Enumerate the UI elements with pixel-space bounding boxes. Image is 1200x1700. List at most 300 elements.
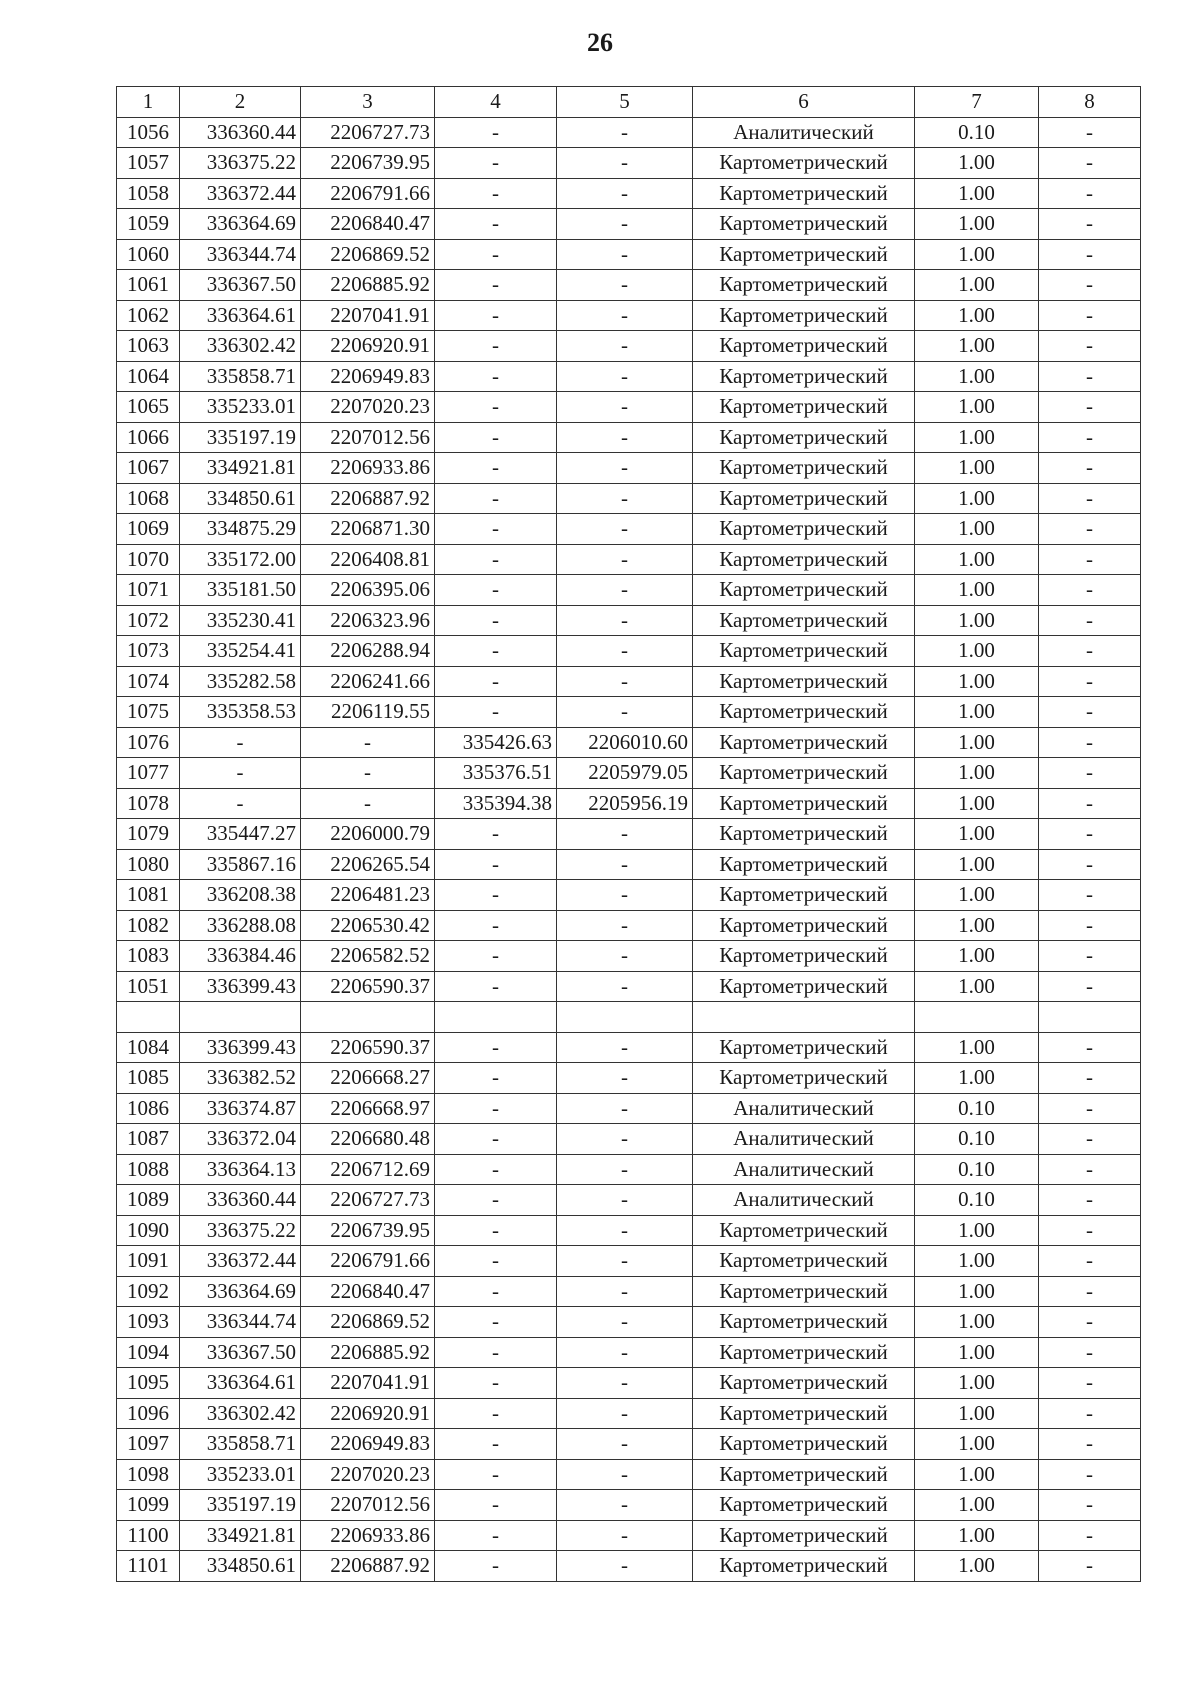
note-cell: -: [1039, 1490, 1141, 1521]
y-coordinate-alt-cell: -: [557, 1093, 693, 1124]
accuracy-cell: 1.00: [915, 1459, 1039, 1490]
x-coordinate-alt-cell: [435, 1002, 557, 1033]
method-cell: Картометрический: [693, 544, 915, 575]
method-cell: Картометрический: [693, 605, 915, 636]
x-coordinate-cell: 335867.16: [180, 849, 301, 880]
x-coordinate-cell: 336364.69: [180, 1276, 301, 1307]
method-cell: Картометрический: [693, 453, 915, 484]
point-number-cell: 1082: [117, 910, 180, 941]
x-coordinate-alt-cell: -: [435, 1551, 557, 1582]
table-row: [117, 1459, 1141, 1490]
y-coordinate-cell: 2206791.66: [301, 178, 435, 209]
y-coordinate-cell: 2206481.23: [301, 880, 435, 911]
table-row: [117, 1002, 1141, 1033]
accuracy-cell: 1.00: [915, 209, 1039, 240]
point-number-cell: 1098: [117, 1459, 180, 1490]
x-coordinate-alt-cell: -: [435, 361, 557, 392]
method-cell: Картометрический: [693, 1337, 915, 1368]
table-row: [117, 880, 1141, 911]
y-coordinate-cell: 2206920.91: [301, 331, 435, 362]
method-cell: Картометрический: [693, 819, 915, 850]
y-coordinate-alt-cell: -: [557, 697, 693, 728]
note-cell: -: [1039, 1368, 1141, 1399]
x-coordinate-alt-cell: -: [435, 636, 557, 667]
method-cell: Картометрический: [693, 910, 915, 941]
note-cell: -: [1039, 1337, 1141, 1368]
method-cell: Картометрический: [693, 270, 915, 301]
x-coordinate-cell: 336360.44: [180, 1185, 301, 1216]
point-number-cell: 1095: [117, 1368, 180, 1399]
y-coordinate-cell: 2206590.37: [301, 971, 435, 1002]
table-row: [117, 117, 1141, 148]
point-number-cell: 1070: [117, 544, 180, 575]
x-coordinate-alt-cell: -: [435, 1154, 557, 1185]
y-coordinate-cell: 2206288.94: [301, 636, 435, 667]
column-header: 8: [1039, 87, 1141, 118]
x-coordinate-alt-cell: -: [435, 697, 557, 728]
note-cell: -: [1039, 697, 1141, 728]
x-coordinate-alt-cell: -: [435, 1124, 557, 1155]
table-row: [117, 1520, 1141, 1551]
point-number-cell: 1059: [117, 209, 180, 240]
table-row: [117, 1337, 1141, 1368]
accuracy-cell: 1.00: [915, 1032, 1039, 1063]
accuracy-cell: 1.00: [915, 1551, 1039, 1582]
point-number-cell: 1056: [117, 117, 180, 148]
point-number-cell: 1078: [117, 788, 180, 819]
method-cell: Картометрический: [693, 1215, 915, 1246]
table-row: [117, 910, 1141, 941]
x-coordinate-cell: 336384.46: [180, 941, 301, 972]
x-coordinate-cell: 334875.29: [180, 514, 301, 545]
x-coordinate-cell: 336375.22: [180, 1215, 301, 1246]
x-coordinate-alt-cell: -: [435, 1093, 557, 1124]
accuracy-cell: 1.00: [915, 514, 1039, 545]
y-coordinate-cell: 2206668.27: [301, 1063, 435, 1094]
y-coordinate-alt-cell: -: [557, 331, 693, 362]
x-coordinate-cell: 335447.27: [180, 819, 301, 850]
x-coordinate-alt-cell: -: [435, 819, 557, 850]
x-coordinate-cell: 336374.87: [180, 1093, 301, 1124]
accuracy-cell: 1.00: [915, 392, 1039, 423]
accuracy-cell: 1.00: [915, 758, 1039, 789]
table-row: [117, 1429, 1141, 1460]
x-coordinate-cell: 335858.71: [180, 361, 301, 392]
y-coordinate-cell: 2206668.97: [301, 1093, 435, 1124]
x-coordinate-cell: 336399.43: [180, 971, 301, 1002]
y-coordinate-alt-cell: -: [557, 483, 693, 514]
table-row: [117, 270, 1141, 301]
table-row: [117, 1063, 1141, 1094]
y-coordinate-cell: 2206869.52: [301, 1307, 435, 1338]
y-coordinate-cell: 2206933.86: [301, 1520, 435, 1551]
x-coordinate-cell: 335233.01: [180, 1459, 301, 1490]
accuracy-cell: 1.00: [915, 727, 1039, 758]
method-cell: Картометрический: [693, 483, 915, 514]
table-row: [117, 1368, 1141, 1399]
accuracy-cell: 0.10: [915, 1185, 1039, 1216]
x-coordinate-cell: 336360.44: [180, 117, 301, 148]
y-coordinate-alt-cell: -: [557, 941, 693, 972]
method-cell: Аналитический: [693, 1185, 915, 1216]
y-coordinate-alt-cell: -: [557, 544, 693, 575]
note-cell: -: [1039, 361, 1141, 392]
x-coordinate-cell: 334850.61: [180, 483, 301, 514]
note-cell: -: [1039, 331, 1141, 362]
y-coordinate-alt-cell: -: [557, 361, 693, 392]
x-coordinate-alt-cell: -: [435, 453, 557, 484]
x-coordinate-cell: 334850.61: [180, 1551, 301, 1582]
x-coordinate-alt-cell: -: [435, 117, 557, 148]
point-number-cell: 1097: [117, 1429, 180, 1460]
point-number-cell: 1088: [117, 1154, 180, 1185]
note-cell: -: [1039, 1154, 1141, 1185]
note-cell: -: [1039, 148, 1141, 179]
table-row: [117, 1398, 1141, 1429]
note-cell: -: [1039, 422, 1141, 453]
accuracy-cell: 1.00: [915, 1398, 1039, 1429]
table-row: [117, 209, 1141, 240]
note-cell: -: [1039, 300, 1141, 331]
method-cell: Картометрический: [693, 666, 915, 697]
method-cell: Картометрический: [693, 880, 915, 911]
y-coordinate-cell: 2206590.37: [301, 1032, 435, 1063]
y-coordinate-alt-cell: -: [557, 910, 693, 941]
y-coordinate-alt-cell: 2206010.60: [557, 727, 693, 758]
x-coordinate-alt-cell: -: [435, 605, 557, 636]
point-number-cell: 1073: [117, 636, 180, 667]
note-cell: -: [1039, 819, 1141, 850]
y-coordinate-alt-cell: -: [557, 1185, 693, 1216]
table-row: [117, 1093, 1141, 1124]
point-number-cell: 1051: [117, 971, 180, 1002]
x-coordinate-alt-cell: -: [435, 1490, 557, 1521]
accuracy-cell: 1.00: [915, 605, 1039, 636]
y-coordinate-cell: 2206869.52: [301, 239, 435, 270]
y-coordinate-alt-cell: [557, 1002, 693, 1033]
method-cell: Аналитический: [693, 1093, 915, 1124]
method-cell: Картометрический: [693, 1368, 915, 1399]
x-coordinate-alt-cell: -: [435, 666, 557, 697]
method-cell: Картометрический: [693, 1490, 915, 1521]
note-cell: -: [1039, 1093, 1141, 1124]
note-cell: -: [1039, 1276, 1141, 1307]
x-coordinate-cell: 336399.43: [180, 1032, 301, 1063]
point-number-cell: 1058: [117, 178, 180, 209]
accuracy-cell: 1.00: [915, 483, 1039, 514]
method-cell: Картометрический: [693, 178, 915, 209]
point-number-cell: 1089: [117, 1185, 180, 1216]
y-coordinate-alt-cell: -: [557, 666, 693, 697]
accuracy-cell: 0.10: [915, 1124, 1039, 1155]
accuracy-cell: 1.00: [915, 453, 1039, 484]
method-cell: [693, 1002, 915, 1033]
x-coordinate-alt-cell: -: [435, 941, 557, 972]
point-number-cell: 1092: [117, 1276, 180, 1307]
note-cell: -: [1039, 636, 1141, 667]
x-coordinate-cell: 334921.81: [180, 453, 301, 484]
y-coordinate-alt-cell: -: [557, 1032, 693, 1063]
x-coordinate-alt-cell: -: [435, 1215, 557, 1246]
note-cell: -: [1039, 117, 1141, 148]
note-cell: -: [1039, 727, 1141, 758]
accuracy-cell: 1.00: [915, 300, 1039, 331]
y-coordinate-alt-cell: -: [557, 270, 693, 301]
y-coordinate-alt-cell: -: [557, 392, 693, 423]
table-row: [117, 849, 1141, 880]
point-number-cell: [117, 1002, 180, 1033]
accuracy-cell: 1.00: [915, 1337, 1039, 1368]
method-cell: Картометрический: [693, 636, 915, 667]
table-row: [117, 544, 1141, 575]
column-header: 5: [557, 87, 693, 118]
accuracy-cell: 1.00: [915, 1368, 1039, 1399]
x-coordinate-cell: -: [180, 727, 301, 758]
note-cell: -: [1039, 483, 1141, 514]
x-coordinate-cell: 336344.74: [180, 1307, 301, 1338]
column-header: 2: [180, 87, 301, 118]
x-coordinate-cell: 336367.50: [180, 1337, 301, 1368]
y-coordinate-cell: 2206791.66: [301, 1246, 435, 1277]
point-number-cell: 1083: [117, 941, 180, 972]
y-coordinate-cell: 2207012.56: [301, 422, 435, 453]
point-number-cell: 1099: [117, 1490, 180, 1521]
y-coordinate-alt-cell: -: [557, 117, 693, 148]
accuracy-cell: 1.00: [915, 239, 1039, 270]
table-row: [117, 605, 1141, 636]
y-coordinate-cell: 2207041.91: [301, 1368, 435, 1399]
page-number: 26: [587, 28, 613, 57]
accuracy-cell: 1.00: [915, 575, 1039, 606]
note-cell: -: [1039, 270, 1141, 301]
note-cell: -: [1039, 392, 1141, 423]
x-coordinate-cell: 336302.42: [180, 1398, 301, 1429]
method-cell: Картометрический: [693, 422, 915, 453]
accuracy-cell: 1.00: [915, 1520, 1039, 1551]
y-coordinate-alt-cell: -: [557, 1429, 693, 1460]
note-cell: -: [1039, 971, 1141, 1002]
accuracy-cell: 1.00: [915, 1429, 1039, 1460]
point-number-cell: 1064: [117, 361, 180, 392]
x-coordinate-cell: 336372.44: [180, 178, 301, 209]
accuracy-cell: 1.00: [915, 1215, 1039, 1246]
point-number-cell: 1075: [117, 697, 180, 728]
y-coordinate-alt-cell: -: [557, 605, 693, 636]
y-coordinate-alt-cell: -: [557, 209, 693, 240]
table-row: [117, 1154, 1141, 1185]
x-coordinate-cell: 335197.19: [180, 1490, 301, 1521]
note-cell: -: [1039, 1429, 1141, 1460]
y-coordinate-cell: 2206739.95: [301, 1215, 435, 1246]
y-coordinate-cell: 2206885.92: [301, 270, 435, 301]
x-coordinate-alt-cell: -: [435, 1063, 557, 1094]
column-header: 3: [301, 87, 435, 118]
table-row: [117, 514, 1141, 545]
accuracy-cell: 1.00: [915, 697, 1039, 728]
x-coordinate-cell: 335858.71: [180, 1429, 301, 1460]
method-cell: Картометрический: [693, 1551, 915, 1582]
table-row: [117, 758, 1141, 789]
accuracy-cell: [915, 1002, 1039, 1033]
x-coordinate-cell: 336364.69: [180, 209, 301, 240]
method-cell: Картометрический: [693, 1032, 915, 1063]
x-coordinate-cell: 336372.04: [180, 1124, 301, 1155]
method-cell: Картометрический: [693, 758, 915, 789]
column-header: 7: [915, 87, 1039, 118]
y-coordinate-alt-cell: -: [557, 849, 693, 880]
y-coordinate-cell: 2206241.66: [301, 666, 435, 697]
x-coordinate-cell: 335197.19: [180, 422, 301, 453]
point-number-cell: 1065: [117, 392, 180, 423]
y-coordinate-alt-cell: -: [557, 1398, 693, 1429]
y-coordinate-alt-cell: -: [557, 1124, 693, 1155]
note-cell: -: [1039, 1551, 1141, 1582]
note-cell: -: [1039, 605, 1141, 636]
y-coordinate-cell: 2206871.30: [301, 514, 435, 545]
x-coordinate-alt-cell: -: [435, 1429, 557, 1460]
point-number-cell: 1057: [117, 148, 180, 179]
method-cell: Аналитический: [693, 1154, 915, 1185]
y-coordinate-alt-cell: -: [557, 1368, 693, 1399]
x-coordinate-alt-cell: -: [435, 514, 557, 545]
accuracy-cell: 1.00: [915, 849, 1039, 880]
table-row: [117, 1246, 1141, 1277]
y-coordinate-alt-cell: -: [557, 1154, 693, 1185]
point-number-cell: 1090: [117, 1215, 180, 1246]
table-body: [117, 87, 1141, 1582]
table-row: [117, 300, 1141, 331]
x-coordinate-alt-cell: -: [435, 1520, 557, 1551]
y-coordinate-alt-cell: -: [557, 239, 693, 270]
y-coordinate-cell: 2207020.23: [301, 1459, 435, 1490]
y-coordinate-alt-cell: -: [557, 971, 693, 1002]
x-coordinate-alt-cell: -: [435, 1368, 557, 1399]
method-cell: Картометрический: [693, 727, 915, 758]
x-coordinate-cell: 335172.00: [180, 544, 301, 575]
accuracy-cell: 1.00: [915, 788, 1039, 819]
y-coordinate-cell: 2206727.73: [301, 1185, 435, 1216]
y-coordinate-cell: [301, 1002, 435, 1033]
y-coordinate-cell: 2206265.54: [301, 849, 435, 880]
point-number-cell: 1079: [117, 819, 180, 850]
coordinates-table: [116, 86, 1141, 1582]
point-number-cell: 1063: [117, 331, 180, 362]
y-coordinate-alt-cell: -: [557, 148, 693, 179]
y-coordinate-cell: 2206727.73: [301, 117, 435, 148]
column-header: 1: [117, 87, 180, 118]
x-coordinate-alt-cell: -: [435, 1307, 557, 1338]
point-number-cell: 1096: [117, 1398, 180, 1429]
y-coordinate-alt-cell: -: [557, 178, 693, 209]
method-cell: Картометрический: [693, 514, 915, 545]
y-coordinate-cell: 2206887.92: [301, 483, 435, 514]
y-coordinate-alt-cell: -: [557, 422, 693, 453]
accuracy-cell: 1.00: [915, 666, 1039, 697]
y-coordinate-cell: 2206739.95: [301, 148, 435, 179]
table-row: [117, 1551, 1141, 1582]
x-coordinate-cell: 336364.61: [180, 1368, 301, 1399]
accuracy-cell: 1.00: [915, 971, 1039, 1002]
accuracy-cell: 1.00: [915, 148, 1039, 179]
y-coordinate-alt-cell: -: [557, 1337, 693, 1368]
y-coordinate-alt-cell: -: [557, 1307, 693, 1338]
y-coordinate-cell: 2206119.55: [301, 697, 435, 728]
y-coordinate-cell: 2206840.47: [301, 209, 435, 240]
x-coordinate-cell: 336382.52: [180, 1063, 301, 1094]
note-cell: -: [1039, 575, 1141, 606]
y-coordinate-alt-cell: -: [557, 880, 693, 911]
method-cell: Картометрический: [693, 331, 915, 362]
point-number-cell: 1062: [117, 300, 180, 331]
x-coordinate-alt-cell: -: [435, 300, 557, 331]
x-coordinate-alt-cell: -: [435, 1337, 557, 1368]
table-row: [117, 666, 1141, 697]
x-coordinate-cell: 334921.81: [180, 1520, 301, 1551]
x-coordinate-alt-cell: -: [435, 575, 557, 606]
y-coordinate-alt-cell: -: [557, 1490, 693, 1521]
x-coordinate-alt-cell: -: [435, 270, 557, 301]
y-coordinate-cell: 2206000.79: [301, 819, 435, 850]
point-number-cell: 1068: [117, 483, 180, 514]
x-coordinate-alt-cell: 335426.63: [435, 727, 557, 758]
method-cell: Картометрический: [693, 697, 915, 728]
point-number-cell: 1071: [117, 575, 180, 606]
table-row: [117, 941, 1141, 972]
method-cell: Картометрический: [693, 300, 915, 331]
table-row: [117, 727, 1141, 758]
note-cell: -: [1039, 178, 1141, 209]
y-coordinate-cell: 2206582.52: [301, 941, 435, 972]
x-coordinate-cell: 336375.22: [180, 148, 301, 179]
method-cell: Картометрический: [693, 1520, 915, 1551]
x-coordinate-alt-cell: -: [435, 880, 557, 911]
table-row: [117, 819, 1141, 850]
table-row: [117, 331, 1141, 362]
accuracy-cell: 1.00: [915, 331, 1039, 362]
note-cell: -: [1039, 1307, 1141, 1338]
note-cell: [1039, 1002, 1141, 1033]
note-cell: -: [1039, 910, 1141, 941]
y-coordinate-cell: 2206949.83: [301, 361, 435, 392]
y-coordinate-cell: 2206887.92: [301, 1551, 435, 1582]
x-coordinate-cell: 335254.41: [180, 636, 301, 667]
point-number-cell: 1072: [117, 605, 180, 636]
y-coordinate-alt-cell: -: [557, 453, 693, 484]
method-cell: Картометрический: [693, 209, 915, 240]
table-row: [117, 971, 1141, 1002]
note-cell: -: [1039, 1185, 1141, 1216]
x-coordinate-alt-cell: -: [435, 1246, 557, 1277]
note-cell: -: [1039, 514, 1141, 545]
table-row: [117, 1124, 1141, 1155]
accuracy-cell: 1.00: [915, 178, 1039, 209]
y-coordinate-cell: 2206408.81: [301, 544, 435, 575]
y-coordinate-cell: -: [301, 758, 435, 789]
method-cell: Картометрический: [693, 1459, 915, 1490]
point-number-cell: 1101: [117, 1551, 180, 1582]
x-coordinate-cell: [180, 1002, 301, 1033]
note-cell: -: [1039, 941, 1141, 972]
method-cell: Картометрический: [693, 392, 915, 423]
x-coordinate-cell: 336364.61: [180, 300, 301, 331]
note-cell: -: [1039, 849, 1141, 880]
point-number-cell: 1093: [117, 1307, 180, 1338]
table-row: [117, 788, 1141, 819]
x-coordinate-alt-cell: -: [435, 910, 557, 941]
accuracy-cell: 1.00: [915, 1246, 1039, 1277]
x-coordinate-alt-cell: 335394.38: [435, 788, 557, 819]
note-cell: -: [1039, 1398, 1141, 1429]
